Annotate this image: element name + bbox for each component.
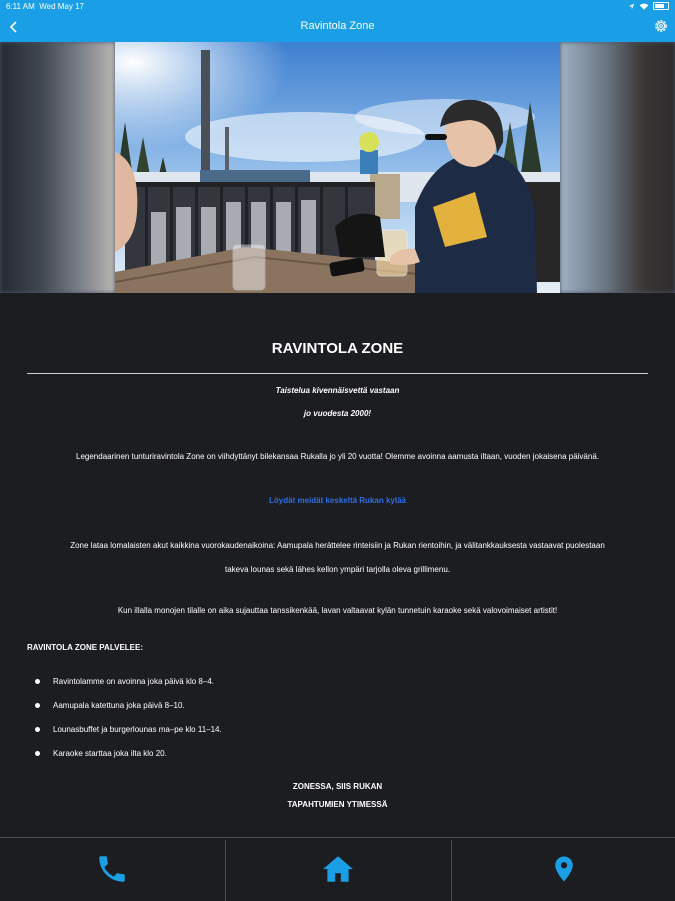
hero-blur-left [0,42,115,293]
gear-icon [653,17,669,35]
phone-icon [95,852,129,886]
hero-blur-right [560,42,675,293]
intro-text: Legendaarinen tunturiravintola Zone on viihdyttänyt bilekansaa Rukalla jo yli 20 vuotta! Olemme avoinna aamusta iltaan, vuoden jokaisena päivänä. [76,452,599,461]
hero-image [0,42,675,293]
location-pin-icon [549,852,579,886]
content-area: RAVINTOLA ZONE Taistelua kivennäisvettä vastaan jo vuodesta 2000! Legendaarinen tunturiravintola Zone on viihdyttänyt bilekansaa Rukalla jo yli 20 vuotta! Olemme avoinna aamusta iltaan, vuoden jokaisena päivänä. Löydät meidät keskeltä Rukan kylää Zone lataa lomalaisten akut kaikkina vuorokaudenaikoina: Aamupala herättelee rinteisiin ja Rukan rientoihin, ja välitankkauksesta vastaavat puolestaan takeva lounas sekä lähes kellon ympäri tarjolla oleva grillimenu. Kun illalla monojen tilalle on aika sujauttaa tanssikenkää, lavan valtaavat kylän tunnetuin karaoke sekä valovoimaiset artistit! RAVINTOLA ZONE PALVELEE: Ravintolamme on avoinna joka päivä klo 8–4. Aamupala katettuna joka päivä 8–10. Lounasbuffet ja burgerlounas ma–pe klo 11–14. Karaoke starttaa joka ilta klo 20. ZONESSA, SIIS RUKAN TAPAHTUMIEN YTIMESSÄ [0,293,675,837]
tab-home[interactable] [226,838,450,901]
nav-title: Ravintola Zone [300,20,375,32]
location-link[interactable]: Löydät meidät keskeltä Rukan kylää [269,496,406,505]
settings-button[interactable] [653,17,669,35]
title-divider [27,373,648,374]
paragraph-line2: takeva lounas sekä lähes kellon ympäri tarjolla oleva grillimenu. [224,565,450,574]
status-time: 6:11 AM Wed May 17 [6,2,84,11]
tagline-line2: jo vuodesta 2000! [303,409,372,418]
bullet-icon [35,751,40,756]
tagline-line1: Taistelua kivennäisvettä vastaan [275,386,400,395]
status-bar [0,0,675,13]
ski-terrace-photo [115,42,560,293]
paragraph-line1: Zone lataa lomalaisten akut kaikkina vuorokaudenaikoina: Aamupala herättelee rinteisiin ja Rukan rientoihin, ja välitankkauksesta vastaavat puolestaan [70,541,605,550]
closing-line1: ZONESSA, SIIS RUKAN [292,782,383,791]
home-icon [320,852,356,886]
bullet-icon [35,727,40,732]
status-icons [628,2,669,10]
wifi-icon [639,3,649,10]
battery-icon [653,2,669,10]
services-title: RAVINTOLA ZONE PALVELEE: [27,643,144,652]
tab-location[interactable] [452,838,675,901]
nav-bar [0,13,675,42]
evening-text: Kun illalla monojen tilalle on aika sujauttaa tanssikenkää, lavan valtaavat kylän tunnetuin karaoke sekä valovoimaiset artistit! [117,606,558,615]
bullet-icon [35,679,40,684]
tab-call[interactable] [0,838,224,901]
status-date: Wed May 17 [39,2,84,11]
bottom-tab-bar [0,837,675,901]
page-title: RAVINTOLA ZONE [271,340,404,357]
closing-line2: TAPAHTUMIEN YTIMESSÄ [287,800,388,809]
bullet-icon [35,703,40,708]
location-arrow-icon [628,3,635,10]
